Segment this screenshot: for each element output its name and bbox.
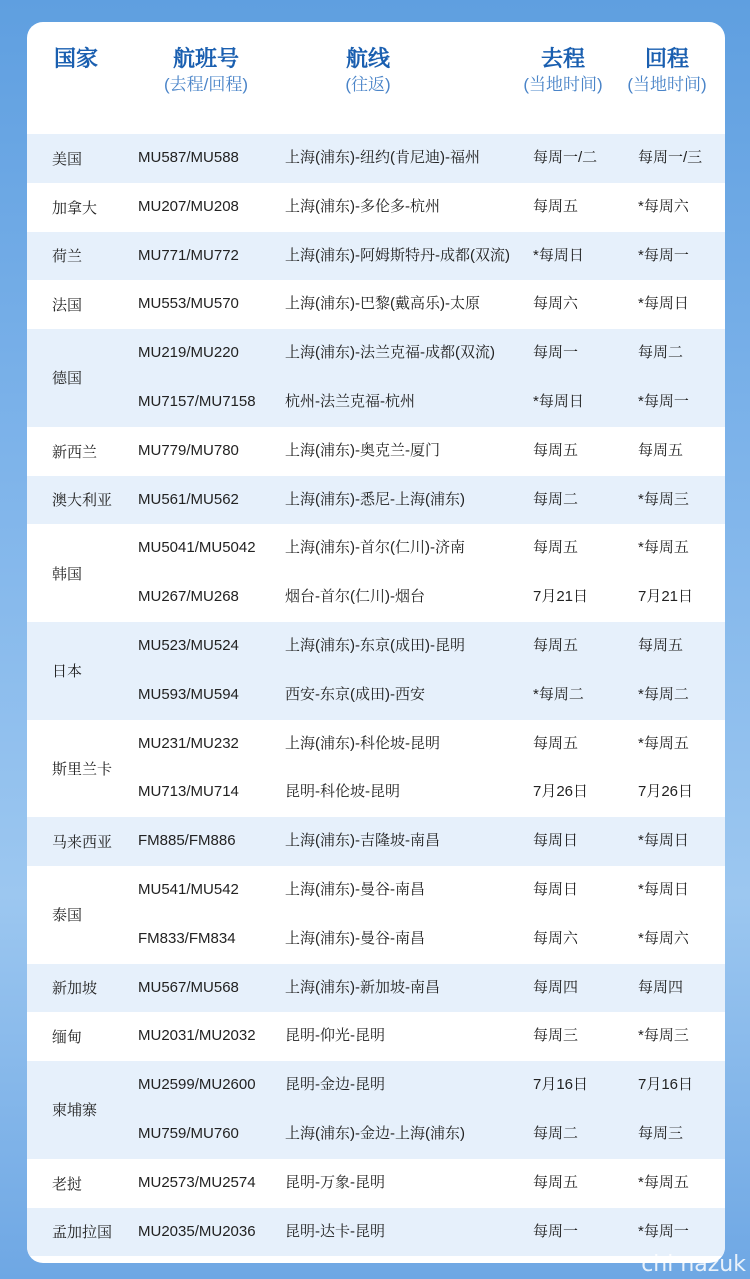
flight-number-cell: MU231/MU232 bbox=[138, 734, 239, 752]
country-cell: 加拿大 bbox=[52, 199, 98, 217]
country-group bbox=[27, 720, 725, 818]
route-cell: 上海(浦东)-首尔(仁川)-济南 bbox=[285, 539, 465, 557]
return-time-cell: *每周一 bbox=[638, 392, 689, 410]
outbound-time-cell: 每周五 bbox=[533, 441, 579, 459]
country-group bbox=[27, 329, 725, 427]
route-cell: 上海(浦东)-曼谷-南昌 bbox=[285, 929, 425, 947]
outbound-time-cell: 每周日 bbox=[533, 880, 579, 898]
outbound-time-cell: 每周一/二 bbox=[533, 149, 598, 166]
header-route-sublabel: (往返) bbox=[345, 75, 391, 94]
route-cell: 昆明-仰光-昆明 bbox=[285, 1027, 385, 1045]
route-cell: 上海(浦东)-纽约(肯尼迪)-福州 bbox=[285, 149, 480, 166]
outbound-time-cell: 每周一 bbox=[533, 344, 579, 362]
header-outbound-label: 去程 bbox=[540, 46, 585, 71]
flight-number-cell: MU593/MU594 bbox=[138, 685, 239, 703]
country-cell: 缅甸 bbox=[52, 1029, 83, 1047]
table-row bbox=[27, 964, 725, 1013]
table-row bbox=[27, 671, 725, 720]
outbound-time-cell: 每周五 bbox=[533, 734, 579, 752]
header-outbound-sublabel: (当地时间) bbox=[523, 75, 603, 94]
table-row bbox=[27, 329, 725, 378]
country-cell: 老挝 bbox=[52, 1175, 83, 1193]
country-group bbox=[27, 622, 725, 720]
route-cell: 烟台-首尔(仁川)-烟台 bbox=[285, 588, 425, 606]
route-cell: 上海(浦东)-曼谷-南昌 bbox=[285, 880, 425, 898]
country-group bbox=[27, 232, 725, 281]
route-cell: 西安-东京(成田)-西安 bbox=[285, 685, 425, 703]
outbound-time-cell: 每周六 bbox=[533, 929, 579, 947]
route-cell: 上海(浦东)-阿姆斯特丹-成都(双流) bbox=[285, 246, 510, 264]
outbound-time-cell: 每周五 bbox=[533, 1173, 579, 1191]
table-row bbox=[27, 1208, 725, 1257]
return-time-cell: *每周一 bbox=[638, 1222, 689, 1240]
flight-number-cell: MU771/MU772 bbox=[138, 246, 239, 264]
return-time-cell: *每周日 bbox=[638, 295, 689, 313]
table-row bbox=[27, 866, 725, 915]
outbound-time-cell: 每周五 bbox=[533, 539, 579, 557]
country-cell: 美国 bbox=[52, 150, 83, 168]
flight-number-cell: FM833/FM834 bbox=[138, 929, 236, 947]
header-flight-label: 航班号 bbox=[172, 46, 239, 71]
return-time-cell: *每周三 bbox=[638, 490, 689, 508]
header-return-sublabel: (当地时间) bbox=[627, 75, 707, 94]
flight-number-cell: MU567/MU568 bbox=[138, 978, 239, 996]
country-cell: 德国 bbox=[52, 370, 83, 388]
country-group bbox=[27, 427, 725, 476]
country-group bbox=[27, 964, 725, 1013]
flight-number-cell: FM885/FM886 bbox=[138, 832, 236, 850]
country-cell: 柬埔寨 bbox=[52, 1102, 98, 1120]
outbound-time-cell: *每周日 bbox=[533, 392, 584, 410]
flight-number-cell: MU759/MU760 bbox=[138, 1124, 239, 1142]
country-cell: 新西兰 bbox=[52, 443, 98, 461]
header-return bbox=[617, 44, 717, 96]
header-flight bbox=[131, 44, 281, 96]
table-row bbox=[27, 427, 725, 476]
country-group bbox=[27, 524, 725, 622]
flight-number-cell: MU207/MU208 bbox=[138, 197, 239, 215]
outbound-time-cell: 每周一 bbox=[533, 1222, 579, 1240]
country-group bbox=[27, 280, 725, 329]
return-time-cell: *每周日 bbox=[638, 832, 689, 850]
table-header bbox=[27, 22, 725, 134]
country-group bbox=[27, 183, 725, 232]
flight-number-cell: MU587/MU588 bbox=[138, 149, 239, 166]
country-group bbox=[27, 476, 725, 525]
return-time-cell: *每周三 bbox=[638, 1027, 689, 1045]
country-group bbox=[27, 1208, 725, 1257]
flight-number-cell: MU2035/MU2036 bbox=[138, 1222, 256, 1240]
return-time-cell: 7月26日 bbox=[638, 783, 694, 801]
watermark: chi nazuk bbox=[641, 1252, 746, 1277]
flight-number-cell: MU553/MU570 bbox=[138, 295, 239, 313]
flight-number-cell: MU2599/MU2600 bbox=[138, 1076, 256, 1094]
country-group bbox=[27, 1159, 725, 1208]
flight-number-cell: MU779/MU780 bbox=[138, 441, 239, 459]
outbound-time-cell: 7月16日 bbox=[533, 1076, 589, 1094]
route-cell: 上海(浦东)-吉隆坡-南昌 bbox=[285, 832, 440, 850]
route-cell: 上海(浦东)-多伦多-杭州 bbox=[285, 197, 440, 215]
country-cell: 荷兰 bbox=[52, 248, 83, 266]
header-return-label: 回程 bbox=[644, 46, 689, 71]
table-row bbox=[27, 817, 725, 866]
outbound-time-cell: 每周二 bbox=[533, 1124, 579, 1142]
flight-number-cell: MU523/MU524 bbox=[138, 636, 239, 654]
flight-number-cell: MU2573/MU2574 bbox=[138, 1173, 256, 1191]
flight-number-cell: MU541/MU542 bbox=[138, 880, 239, 898]
country-group bbox=[27, 817, 725, 866]
table-row bbox=[27, 378, 725, 427]
outbound-time-cell: 每周四 bbox=[533, 978, 579, 996]
return-time-cell: *每周五 bbox=[638, 539, 689, 557]
route-cell: 上海(浦东)-东京(成田)-昆明 bbox=[285, 636, 465, 654]
flight-number-cell: MU267/MU268 bbox=[138, 588, 239, 606]
table-row bbox=[27, 720, 725, 769]
route-cell: 杭州-法兰克福-杭州 bbox=[285, 392, 415, 410]
table-row bbox=[27, 622, 725, 671]
flight-number-cell: MU713/MU714 bbox=[138, 783, 239, 801]
outbound-time-cell: 每周五 bbox=[533, 636, 579, 654]
return-time-cell: *每周一 bbox=[638, 246, 689, 264]
outbound-time-cell: 每周日 bbox=[533, 832, 579, 850]
route-cell: 昆明-金边-昆明 bbox=[285, 1076, 385, 1094]
route-cell: 上海(浦东)-奥克兰-厦门 bbox=[285, 441, 440, 459]
header-country-label: 国家 bbox=[53, 46, 98, 71]
table-row bbox=[27, 134, 725, 183]
return-time-cell: *每周五 bbox=[638, 1173, 689, 1191]
table-row bbox=[27, 476, 725, 525]
table-row bbox=[27, 768, 725, 817]
country-group bbox=[27, 1061, 725, 1159]
return-time-cell: *每周日 bbox=[638, 880, 689, 898]
table-row bbox=[27, 1061, 725, 1110]
flight-number-cell: MU2031/MU2032 bbox=[138, 1027, 256, 1045]
flight-schedule-card bbox=[27, 22, 725, 1263]
return-time-cell: *每周六 bbox=[638, 929, 689, 947]
table-row bbox=[27, 183, 725, 232]
header-flight-sublabel: (去程/回程) bbox=[163, 75, 249, 94]
country-cell: 澳大利亚 bbox=[52, 492, 113, 510]
route-cell: 上海(浦东)-悉尼-上海(浦东) bbox=[285, 490, 465, 508]
table-row bbox=[27, 573, 725, 622]
outbound-time-cell: 每周五 bbox=[533, 197, 579, 215]
header-route-label: 航线 bbox=[345, 46, 390, 71]
table-body bbox=[27, 134, 725, 1256]
return-time-cell: 每周二 bbox=[638, 344, 684, 362]
flight-number-cell: MU219/MU220 bbox=[138, 344, 239, 362]
country-cell: 孟加拉国 bbox=[52, 1224, 113, 1242]
route-cell: 上海(浦东)-金边-上海(浦东) bbox=[285, 1124, 465, 1142]
table-row bbox=[27, 915, 725, 964]
return-time-cell: *每周六 bbox=[638, 197, 689, 215]
flight-number-cell: MU5041/MU5042 bbox=[138, 539, 256, 557]
country-cell: 泰国 bbox=[52, 907, 83, 925]
country-cell: 斯里兰卡 bbox=[52, 760, 113, 778]
country-cell: 韩国 bbox=[52, 565, 83, 583]
outbound-time-cell: *每周日 bbox=[533, 246, 584, 264]
outbound-time-cell: 每周六 bbox=[533, 295, 579, 313]
country-cell: 日本 bbox=[52, 663, 83, 681]
outbound-time-cell: *每周二 bbox=[533, 685, 584, 703]
outbound-time-cell: 7月21日 bbox=[533, 588, 589, 606]
country-group bbox=[27, 134, 725, 183]
outbound-time-cell: 每周二 bbox=[533, 490, 579, 508]
route-cell: 昆明-万象-昆明 bbox=[285, 1173, 385, 1191]
outbound-time-cell: 每周三 bbox=[533, 1027, 579, 1045]
country-group bbox=[27, 866, 725, 964]
table-row bbox=[27, 280, 725, 329]
country-cell: 法国 bbox=[52, 297, 83, 315]
header-country bbox=[41, 44, 111, 74]
country-group bbox=[27, 1012, 725, 1061]
table-row bbox=[27, 1012, 725, 1061]
outbound-time-cell: 7月26日 bbox=[533, 783, 589, 801]
flight-number-cell: MU561/MU562 bbox=[138, 490, 239, 508]
return-time-cell: 每周四 bbox=[638, 978, 684, 996]
route-cell: 上海(浦东)-巴黎(戴高乐)-太原 bbox=[285, 295, 480, 313]
country-cell: 新加坡 bbox=[52, 980, 98, 998]
return-time-cell: 每周五 bbox=[638, 636, 684, 654]
route-cell: 昆明-科伦坡-昆明 bbox=[285, 783, 400, 801]
header-route bbox=[293, 44, 443, 96]
return-time-cell: *每周二 bbox=[638, 685, 689, 703]
table-row bbox=[27, 524, 725, 573]
flight-number-cell: MU7157/MU7158 bbox=[138, 392, 256, 410]
route-cell: 上海(浦东)-新加坡-南昌 bbox=[285, 978, 440, 996]
table-row bbox=[27, 1159, 725, 1208]
return-time-cell: 每周一/三 bbox=[638, 149, 703, 166]
route-cell: 上海(浦东)-科伦坡-昆明 bbox=[285, 734, 440, 752]
return-time-cell: 每周三 bbox=[638, 1124, 684, 1142]
country-cell: 马来西亚 bbox=[52, 834, 113, 852]
table-row bbox=[27, 1110, 725, 1159]
return-time-cell: 7月21日 bbox=[638, 588, 694, 606]
return-time-cell: 每周五 bbox=[638, 441, 684, 459]
route-cell: 昆明-达卡-昆明 bbox=[285, 1222, 385, 1240]
return-time-cell: *每周五 bbox=[638, 734, 689, 752]
route-cell: 上海(浦东)-法兰克福-成都(双流) bbox=[285, 344, 495, 362]
table-row bbox=[27, 232, 725, 281]
header-outbound bbox=[513, 44, 613, 96]
return-time-cell: 7月16日 bbox=[638, 1076, 694, 1094]
